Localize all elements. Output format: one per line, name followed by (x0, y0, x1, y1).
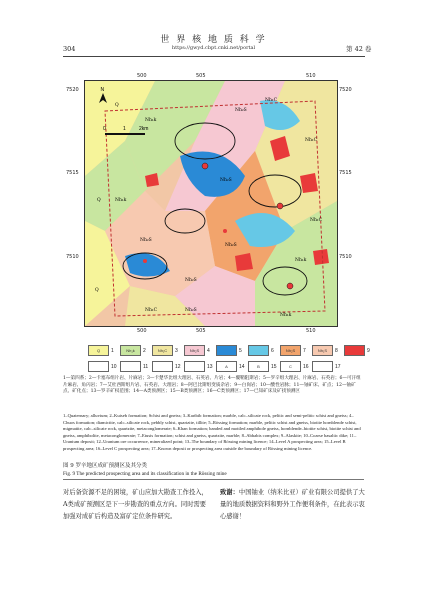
unit-label: Nh₂S (220, 178, 232, 183)
unit-label: Nh₂S (185, 278, 197, 283)
legend-swatch (120, 361, 141, 372)
alaskite-patch-4 (235, 253, 253, 271)
scale-bar (105, 133, 145, 135)
scale-label-0: 0 (103, 126, 106, 132)
legend-item (312, 345, 340, 356)
scale-label-1: 1 (123, 126, 126, 132)
north-label: N (100, 87, 105, 93)
coord-right-7510: 7510 (339, 254, 352, 260)
coord-right-7520: 7520 (339, 87, 352, 93)
legend-item (120, 361, 148, 372)
page-number: 304 (63, 45, 76, 53)
uranium-occurrence-2 (223, 229, 227, 233)
volume-label: 第 42 卷 (346, 45, 372, 53)
legend-item (216, 345, 244, 356)
legend-swatch (248, 345, 269, 356)
scale-label-2: 2km (139, 126, 149, 132)
legend-number: 10 (111, 363, 117, 370)
legend-swatch (344, 345, 365, 356)
legend-swatch (312, 361, 333, 372)
legend-swatch: Nh₁S (312, 345, 333, 356)
unit-label: Q (95, 288, 99, 293)
legend-item (184, 345, 212, 356)
coord-right-7515: 7515 (339, 170, 352, 176)
legend-row-1 (88, 345, 376, 356)
journal-title: 世 界 核 地 质 科 学 (160, 35, 267, 45)
figure-caption-cn: 1—第四系；2—卡塞布组片岩、片麻岩；3—卡楚华比组大理岩、石英岩、片岩；4—覆鞘阻斯岩；5—罗辛组大理岩、片麻岩、石英岩；6—可汗组片麻岩、角闪岩；7—艾杜西斯组片岩、石英岩、大理岩；8—阿巴比斯组变质杂岩；9—白岗岩；10—酸性岩脉；11—铀矿床、矿点；12—铀矿点、矿化点；13—罗辛矿权范围；14—A类预测区；15—B类预测区；16—C类预测区；17—已知矿床及矿找预测区 (63, 376, 361, 395)
legend-item (88, 361, 116, 372)
uranium-deposit-3 (287, 283, 293, 289)
coord-bottom-510: 510 (306, 328, 316, 334)
geological-map-svg (85, 81, 337, 326)
header-rule (63, 56, 365, 57)
legend-item (88, 345, 116, 356)
unit-label: Nh₂S (225, 243, 237, 248)
body-text-left: 对后备资源不足的困境，矿山应加大勘查工作投入，A类成矿预测区是下一步勘查的重点方向。同时需要加强对成矿后构造及富矿定位条件研究。 (63, 489, 208, 520)
uranium-occurrence-1 (143, 259, 147, 263)
legend-swatch (152, 361, 173, 372)
legend-number: 9 (367, 347, 370, 354)
legend-number: 4 (207, 347, 210, 354)
legend-item (312, 361, 340, 372)
unit-label: Nh₁k (280, 313, 292, 318)
unit-label: Nh₁C (310, 218, 323, 223)
unit-label: Q (97, 198, 101, 203)
legend-item (184, 361, 212, 372)
coord-bottom-500: 500 (137, 328, 147, 334)
legend-item (152, 345, 180, 356)
acknowledgement-label: 致谢： (220, 489, 239, 496)
legend-number: 6 (271, 347, 274, 354)
legend-number: 1 (111, 347, 114, 354)
legend-swatch: Q (88, 345, 109, 356)
legend-item (280, 345, 308, 356)
alaskite-patch-5 (313, 249, 329, 265)
legend-number: 7 (303, 347, 306, 354)
unit-label: Nh₁C (265, 98, 278, 103)
legend-item (248, 361, 276, 372)
legend-swatch (88, 361, 109, 372)
body-text-right (220, 487, 365, 523)
legend-swatch: C (280, 361, 301, 372)
unit-label: Nh₁k (115, 198, 127, 203)
alaskite-patch-2 (300, 173, 318, 193)
legend-swatch: Nh₁C (152, 345, 173, 356)
legend-number: 11 (143, 363, 149, 370)
legend-swatch: B (248, 361, 269, 372)
legend-number: 17 (335, 363, 341, 370)
unit-label: Nh₁C (145, 308, 158, 313)
legend-number: 5 (239, 347, 242, 354)
legend-swatch (216, 345, 237, 356)
coord-top-510: 510 (306, 73, 316, 79)
unit-label: Nh₂S (185, 308, 197, 313)
legend-item (248, 345, 276, 356)
legend-item (152, 361, 180, 372)
legend-swatch: A (216, 361, 237, 372)
legend-number: 15 (271, 363, 277, 370)
legend-swatch (184, 361, 205, 372)
legend-row-2 (88, 361, 344, 372)
legend-number: 3 (175, 347, 178, 354)
legend-number: 8 (335, 347, 338, 354)
coord-left-7520: 7520 (66, 87, 79, 93)
legend-number: 16 (303, 363, 309, 370)
figure-title-cn: 图 9 罗辛地区成矿预测区及其分类 (63, 463, 147, 469)
coord-left-7510: 7510 (66, 254, 79, 260)
unit-label: Nh₁C (305, 138, 318, 143)
legend-swatch: Nh₂S (184, 345, 205, 356)
coord-top-505: 505 (196, 73, 206, 79)
journal-url[interactable]: https://gwyd.cbpt.cnki.net/portal (171, 45, 256, 51)
legend-number: 2 (143, 347, 146, 354)
coord-bottom-505: 505 (196, 328, 206, 334)
unit-label: Q (115, 103, 119, 108)
unit-label: Nh₁k (295, 258, 307, 263)
section-rule (63, 479, 364, 480)
legend-swatch: Nh₁k (120, 345, 141, 356)
unit-label: Nh₂S (140, 238, 152, 243)
coord-left-7515: 7515 (66, 170, 79, 176)
geological-map (84, 80, 338, 327)
figure-caption-en: 1–Quaternary; alluvium; 2–Kuiseb formation; Schist and gneiss; 3–Karibib formation; marble, calc–silicate rock, pelitic and semi-pelitic schist and gneiss; 4–Chuos formation; diamictite, calc–silicate rock, pebbly schist, quartzite, tillite; 5–Rössing formation; marble, pelitic schist and gneiss, biotite hornblende schist, migmatite, calc–silicate rock, quartzite, metaconglomerate; 6–Khan formation; banded and mottled amphibole gneiss, hornblende–biotite schist, biotite schist and gneiss, amphibolite, metaconglomerate; 7–Etusis formation; schist and gneiss, quartzite, marble; 8–Abbabis complex; 9–Alaskite; 10–Coarse basaltic dike; 11–Uranium deposit; 12–Uranium ore occurrence, mineralized point; 13–The boundary of Rössing mining licence; 14–Level A prospecting area; 15–Level B prospecting area; 16–Level C prospecting area; 17–Known deposit or prospecting area outside the boundary of Rössing mining licence. (63, 413, 361, 451)
legend-item (280, 361, 308, 372)
legend-item (344, 345, 372, 356)
legend-swatch: Nh₂S (280, 345, 301, 356)
legend-item (120, 345, 148, 356)
figure-title-en: Fig. 9 The predicted prospecting area and its classification in the Rössing mine (63, 471, 227, 477)
legend-number: 13 (207, 363, 213, 370)
uranium-deposit-1 (202, 163, 208, 169)
unit-label: Nh₁k (145, 118, 157, 123)
legend-item (216, 361, 244, 372)
uranium-deposit-2 (277, 203, 283, 209)
unit-label: Nh₂S (235, 108, 247, 113)
acknowledgement-text: 中国铀业（纳米比亚）矿业有限公司提供了大量的地质数据资料和野外工作便利条件，在此表示衷心感谢！ (220, 489, 365, 520)
legend-number: 14 (239, 363, 245, 370)
legend-number: 12 (175, 363, 181, 370)
coord-top-500: 500 (137, 73, 147, 79)
